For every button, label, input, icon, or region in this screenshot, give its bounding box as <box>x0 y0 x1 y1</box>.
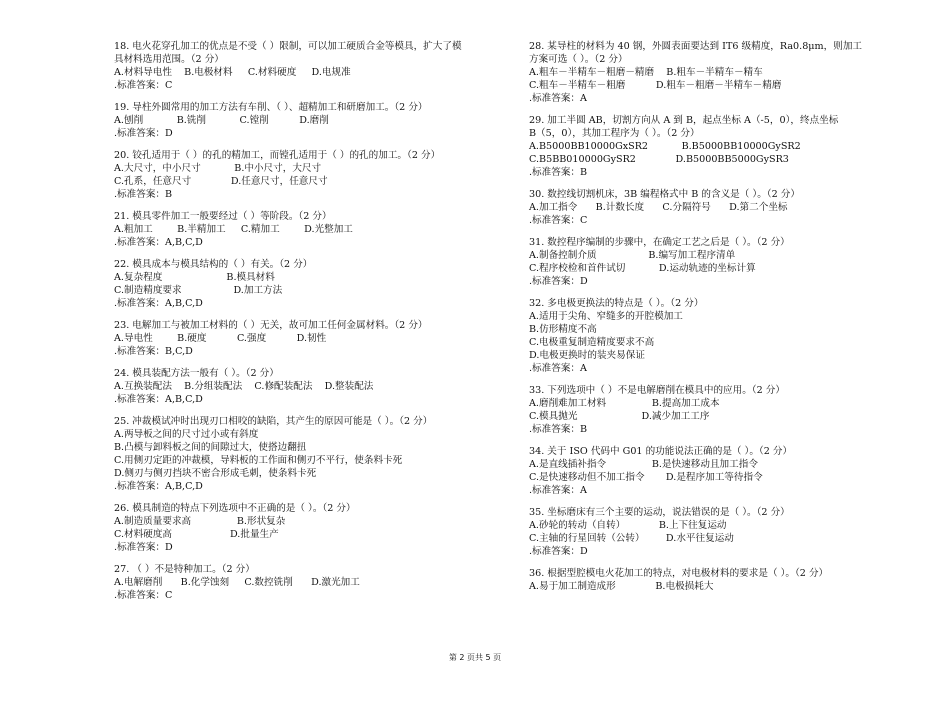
answer-line: .标准答案：A <box>529 93 587 104</box>
question-block <box>114 101 506 140</box>
question-line: C.程序校检和首件试切 D.运动轨迹的坐标计算 <box>529 263 756 274</box>
question-block <box>529 236 889 288</box>
question-line: A.是直线插补指令 B.是快速移动且加工指令 <box>529 459 758 470</box>
question-line: B.仿形精度不高 <box>529 324 597 335</box>
question-block <box>529 297 889 375</box>
question-line: A.电解磨削 B.化学蚀刻 C.数控铣削 D.激光加工 <box>114 577 360 588</box>
question-line: C.用侧刃定距的冲裁模，导料板的工作面和侧刃不平行，使条料卡死 <box>114 455 403 466</box>
question-block <box>529 114 889 179</box>
question-block <box>114 210 506 249</box>
question-line: 28. 某导柱的材料为 40 钢，外圆表面要达到 IT6 级精度，Ra0.8μm，则加工 <box>529 41 863 52</box>
answer-line: .标准答案：A <box>529 485 587 496</box>
question-block <box>114 258 506 310</box>
question-line: A.制备控制介质 B.编写加工程序清单 <box>529 250 736 261</box>
answer-line: .标准答案：D <box>529 546 588 557</box>
question-line: 23. 电解加工与被加工材料的（ ）无关，故可加工任何金属材料。（2 分） <box>114 320 428 331</box>
question-line: 18. 电火花穿孔加工的优点是不受（ ）限制，可以加工硬质合金等模具，扩大了模 <box>114 41 462 52</box>
question-block <box>114 149 506 201</box>
answer-line: .标准答案：C <box>114 80 173 91</box>
answer-line: .标准答案：A,B,C,D <box>114 481 203 492</box>
question-line: 29. 加工半圆 AB，切割方向从 A 到 B，起点坐标 A（-5，0），终点坐标 <box>529 115 839 126</box>
question-line: A.粗加工 B.半精加工 C.精加工 D.光整加工 <box>114 224 353 235</box>
answer-line: .标准答案：D <box>529 276 588 287</box>
question-block <box>529 567 889 593</box>
question-line: A.易于加工制造成形 B.电极损耗大 <box>529 581 714 592</box>
question-line: A.互换装配法 B.分组装配法 C.修配装配法 D.整装配法 <box>114 381 374 392</box>
question-block <box>529 506 889 558</box>
question-block <box>114 415 506 493</box>
question-line: 19. 导柱外圆常用的加工方法有车削、（ ）、超精加工和研磨加工。（2 分） <box>114 102 428 113</box>
answer-line: .标准答案：B <box>114 189 173 200</box>
right-column <box>529 40 889 602</box>
question-line: 36. 根据型腔模电火花加工的特点，对电极材料的要求是（ ）。（2 分） <box>529 568 829 579</box>
question-line: C.模具抛光 D.减少加工工序 <box>529 411 710 422</box>
left-column <box>114 40 506 611</box>
question-line: 22. 模具成本与模具结构的（ ）有关。（2 分） <box>114 259 313 270</box>
question-block <box>114 40 506 92</box>
question-line: B（5，0），其加工程序为（ ）。（2 分） <box>529 128 700 139</box>
question-block <box>114 502 506 554</box>
question-line: C.主轴的行星回转（公转） D.水平往复运动 <box>529 533 734 544</box>
answer-line: .标准答案：A <box>529 363 587 374</box>
question-line: 33. 下列选项中（ ）不是电解磨削在模具中的应用。（2 分） <box>529 385 785 396</box>
question-line: D.电极更换时的装夹易保证 <box>529 350 645 361</box>
question-line: 35. 坐标磨床有三个主要的运动，说法错误的是（ ）。（2 分） <box>529 507 790 518</box>
answer-line: .标准答案：C <box>114 590 173 601</box>
question-line: A.磨削难加工材料 B.提高加工成本 <box>529 398 720 409</box>
question-line: C.制造精度要求 D.加工方法 <box>114 285 283 296</box>
question-line: 26. 模具制造的特点下列选项中不正确的是（ ）。（2 分） <box>114 503 356 514</box>
question-line: C.粗车－半精车－粗磨 D.粗车－粗磨－半精车－精磨 <box>529 80 782 91</box>
question-line: A.粗车－半精车－粗磨－精磨 B.粗车－半精车－精车 <box>529 67 763 78</box>
question-line: A.B5000BB10000GxSR2 B.B5000BB10000GySR2 <box>529 141 801 152</box>
question-line: D.侧刃与侧刃挡块不密合形成毛刺，使条料卡死 <box>114 468 317 479</box>
question-line: A.复杂程度 B.模具材料 <box>114 272 275 283</box>
question-block <box>114 563 506 602</box>
question-line: B.凸模与卸料板之间的间隙过大，使搭边翻扭 <box>114 442 307 453</box>
question-line: 31. 数控程序编制的步骤中，在确定工艺之后是（ ）。（2 分） <box>529 237 790 248</box>
question-line: C.材料硬度高 D.批量生产 <box>114 529 279 540</box>
question-line: 27. （ ）不是特种加工。（2 分） <box>114 564 255 575</box>
question-line: 具材料选用范围。（2 分） <box>114 54 224 65</box>
question-line: A.砂轮的转动（自转） B.上下往复运动 <box>529 520 727 531</box>
question-line: C.是快速移动但不加工指令 D.是程序加工等待指令 <box>529 472 763 483</box>
question-line: C.B5BB010000GySR2 D.B5000BB5000GySR3 <box>529 154 789 165</box>
page-footer: 第 2 页共 5 页 <box>448 653 502 662</box>
question-line: 25. 冲裁模试冲时出现刃口相咬的缺陷，其产生的原因可能是（ ）。（2 分） <box>114 416 433 427</box>
answer-line: .标准答案：A,B,C,D <box>114 298 203 309</box>
question-line: 方案可选（ ）。（2 分） <box>529 54 628 65</box>
answer-line: .标准答案：A,B,C,D <box>114 394 203 405</box>
question-block <box>114 367 506 406</box>
question-line: A.制造质量要求高 B.形状复杂 <box>114 516 286 527</box>
question-line: A.两导板之间的尺寸过小或有斜度 <box>114 429 259 440</box>
question-line: 24. 模具装配方法一般有（ ）。（2 分） <box>114 368 279 379</box>
question-line: A.大尺寸，中小尺寸 B.中小尺寸，大尺寸 <box>114 163 322 174</box>
question-line: A.加工指令 B.计数长度 C.分隔符号 D.第二个坐标 <box>529 202 788 213</box>
question-line: A.导电性 B.硬度 C.强度 D.韧性 <box>114 333 327 344</box>
question-line: C.孔系，任意尺寸 D.任意尺寸，任意尺寸 <box>114 176 328 187</box>
question-line: A.适用于尖角、窄缝多的开腔模加工 <box>529 311 683 322</box>
question-block <box>529 40 889 105</box>
answer-line: .标准答案：D <box>114 542 173 553</box>
question-block <box>529 384 889 436</box>
question-line: 21. 模具零件加工一般要经过（ ）等阶段。（2 分） <box>114 211 332 222</box>
question-line: 32. 多电极更换法的特点是（ ）。（2 分） <box>529 298 704 309</box>
question-block <box>114 319 506 358</box>
question-line: A.材料导电性 B.电极材料 C.材料硬度 D.电规准 <box>114 67 351 78</box>
question-line: 34. 关于 ISO 代码中 G01 的功能说法正确的是（ ）。（2 分） <box>529 446 793 457</box>
answer-line: .标准答案：D <box>114 128 173 139</box>
question-line: 20. 铰孔适用于（ ）的孔的精加工，而镗孔适用于（ ）的孔的加工。（2 分） <box>114 150 441 161</box>
question-line: 30. 数控线切割机床，3B 编程格式中 B 的含义是（ ）。（2 分） <box>529 189 800 200</box>
question-block <box>529 188 889 227</box>
answer-line: .标准答案：B <box>529 167 588 178</box>
question-line: C.电极重复制造精度要求不高 <box>529 337 655 348</box>
answer-line: .标准答案：B <box>529 424 588 435</box>
answer-line: .标准答案：B,C,D <box>114 346 193 357</box>
question-block <box>529 445 889 497</box>
answer-line: .标准答案：A,B,C,D <box>114 237 203 248</box>
question-line: A.刨削 B.铣削 C.镗削 D.磨削 <box>114 115 329 126</box>
answer-line: .标准答案：C <box>529 215 588 226</box>
